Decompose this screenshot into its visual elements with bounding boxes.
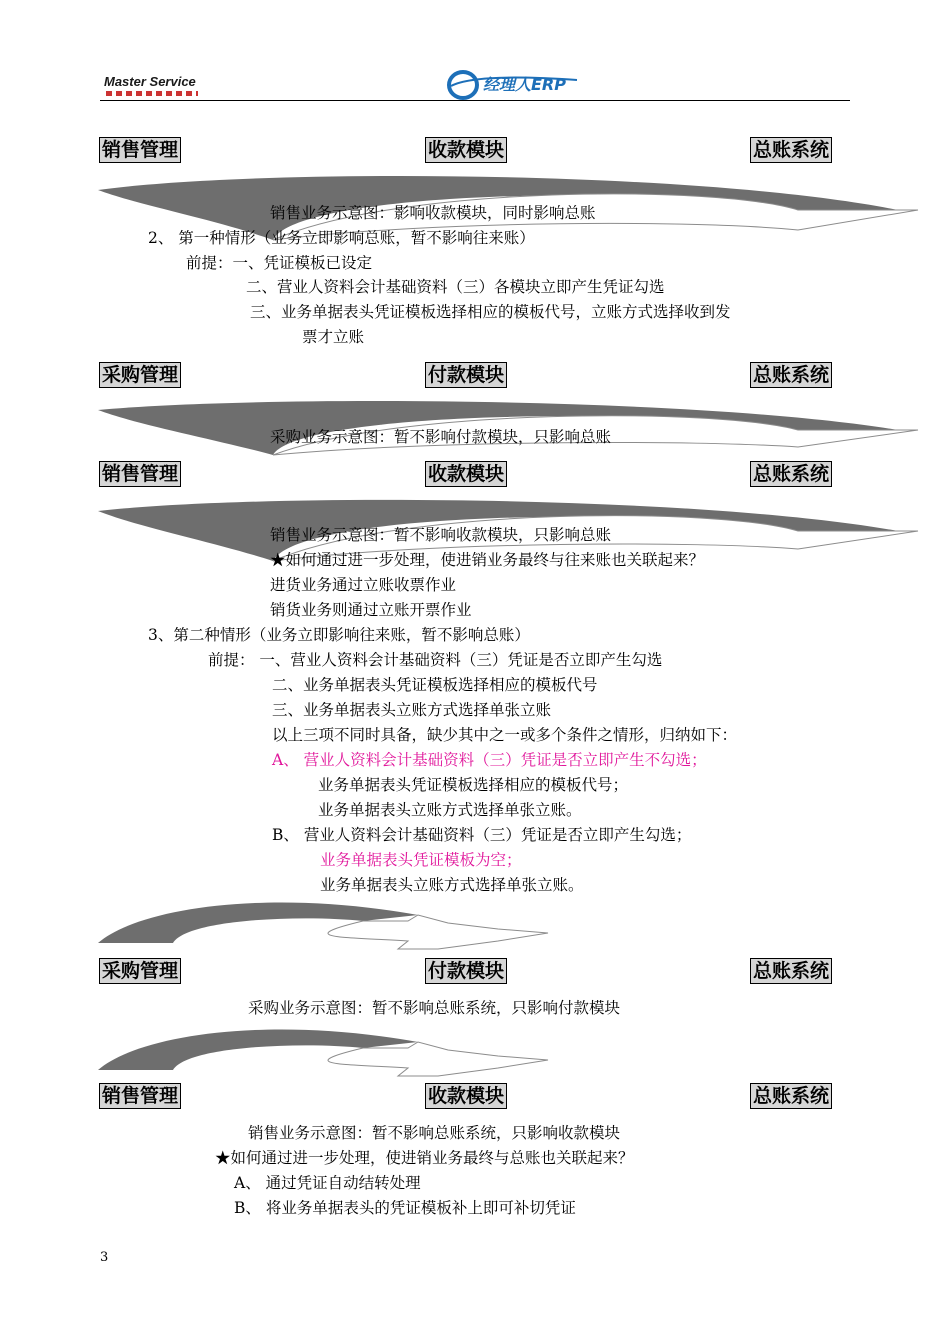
box-sales-1: 销售管理 [99,137,181,163]
page-number: 3 [100,1250,109,1265]
box-gl-1: 总账系统 [750,137,832,163]
box-gl-2: 总账系统 [750,362,832,388]
box-gl-5: 总账系统 [750,1083,832,1109]
line-10: 进货业务通过立账收票作业 [270,576,457,594]
box-purchase-4: 采购管理 [99,958,181,984]
line-27: B、 将业务单据表头的凭证模板补上即可补切凭证 [234,1199,576,1217]
line-15: 三、业务单据表头立账方式选择单张立账 [272,701,552,719]
box-gl-3: 总账系统 [750,461,832,487]
line-17: A、 营业人资料会计基础资料（三）凭证是否立即产生不勾选； [272,751,707,769]
line-7: 采购业务示意图：暂不影响付款模块，只影响总账 [270,428,612,446]
line-8: 销售业务示意图：暂不影响收款模块，只影响总账 [270,526,612,544]
box-sales-5: 销售管理 [99,1083,181,1109]
line-16: 以上三项不同时具备，缺少其中之一或多个条件之情形，归纳如下： [272,726,738,744]
line-22: 业务单据表头立账方式选择单张立账。 [320,876,584,894]
box-gl-4: 总账系统 [750,958,832,984]
line-26: A、 通过凭证自动结转处理 [234,1174,421,1192]
logo-stripe [106,91,198,96]
arrow-4 [98,893,558,953]
line-24: 销售业务示意图：暂不影响总账系统，只影响收款模块 [248,1124,621,1142]
line-14: 二、业务单据表头凭证模板选择相应的模板代号 [272,676,598,694]
line-2: 2、 第一种情形（业务立即影响总账，暂不影响往来账） [148,229,535,247]
box-sales-3: 销售管理 [99,461,181,487]
box-receipt-1: 收款模块 [425,137,507,163]
line-9: ★如何通过进一步处理，使进销业务最终与往来账也关联起来？ [270,551,705,569]
line-12: 3、第二种情形（业务立即影响往来账，暂不影响总账） [148,626,530,644]
box-receipt-3: 收款模块 [425,461,507,487]
header-rule [100,100,850,101]
line-19: 业务单据表头立账方式选择单张立账。 [318,801,582,819]
erp-logo [445,68,585,100]
line-5: 三、业务单据表头凭证模板选择相应的模板代号，立账方式选择收到发 [250,303,731,321]
line-6: 票才立账 [302,328,365,346]
box-payment-2: 付款模块 [425,362,507,388]
box-receipt-5: 收款模块 [425,1083,507,1109]
line-20: B、 营业人资料会计基础资料（三）凭证是否立即产生勾选； [272,826,692,844]
line-23: 采购业务示意图：暂不影响总账系统，只影响付款模块 [248,999,621,1017]
arrow-5 [98,1020,558,1080]
line-13: 前提： 一、营业人资料会计基础资料（三）凭证是否立即产生勾选 [208,651,663,669]
line-25: ★如何通过进一步处理，使进销业务最终与总账也关联起来？ [215,1149,634,1167]
box-purchase-2: 采购管理 [99,362,181,388]
line-11: 销货业务则通过立账开票作业 [270,601,472,619]
line-1: 销售业务示意图：影响收款模块，同时影响总账 [270,204,596,222]
line-18: 业务单据表头凭证模板选择相应的模板代号； [318,776,629,794]
line-3: 前提：一、凭证模板已设定 [186,254,373,272]
line-21: 业务单据表头凭证模板为空； [320,851,522,869]
master-service-logo: Master Service [104,74,196,89]
box-payment-4: 付款模块 [425,958,507,984]
line-4: 二、营业人资料会计基础资料（三）各模块立即产生凭证勾选 [246,278,665,296]
erp-logo-text: 经理人ERP [483,75,566,94]
